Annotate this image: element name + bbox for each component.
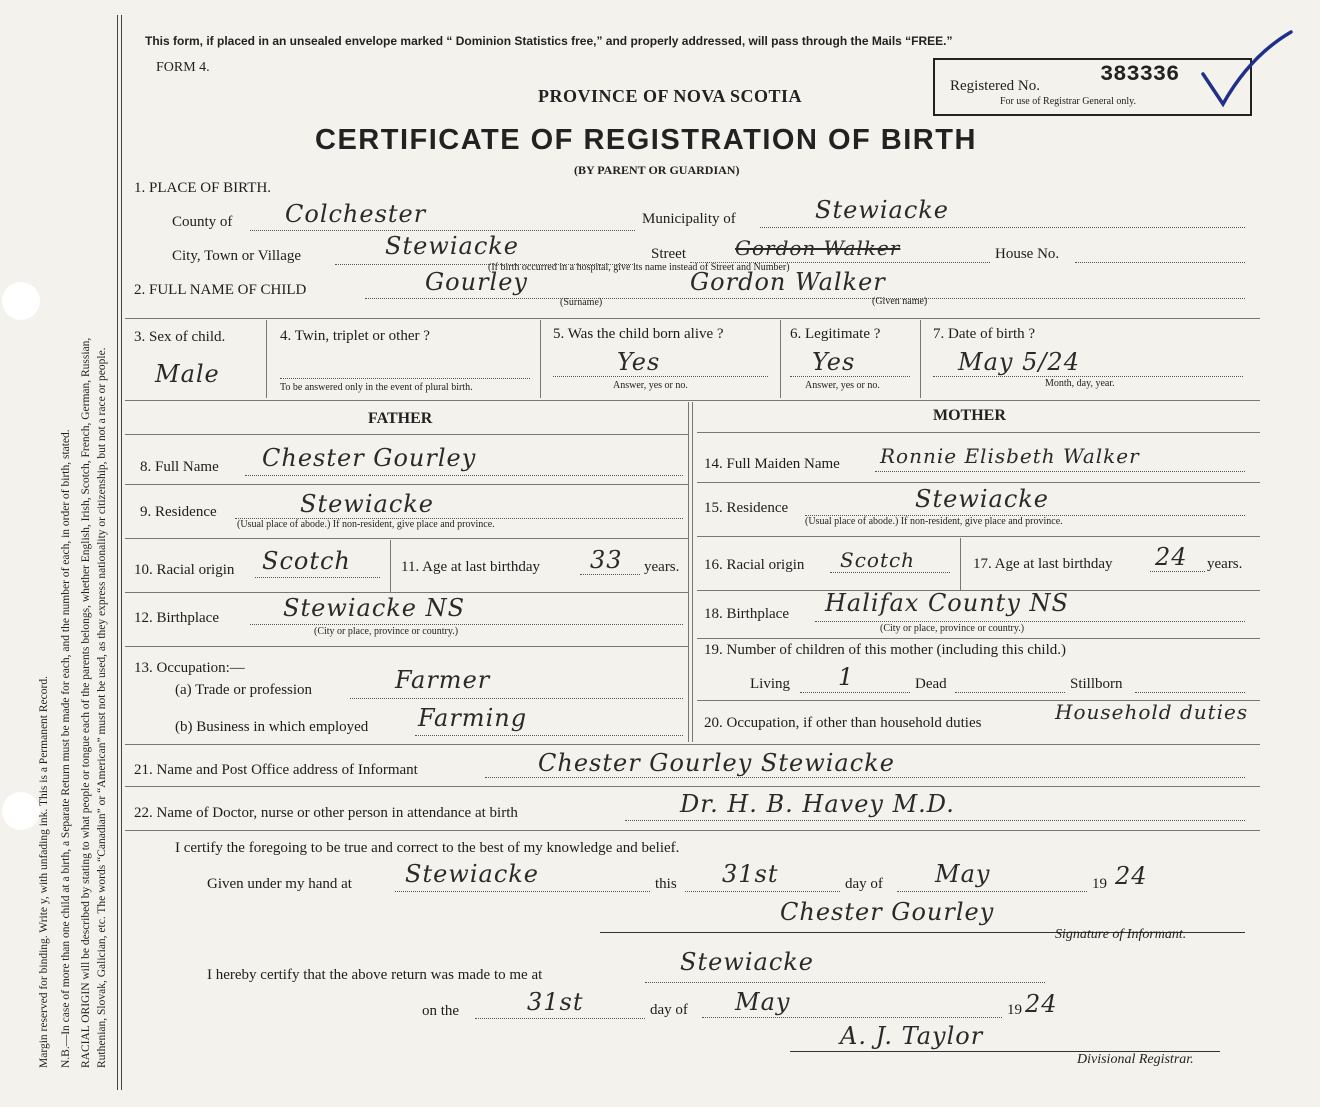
divider	[125, 646, 688, 647]
divider	[390, 540, 391, 592]
mother-occupation-label: 20. Occupation, if other than household duties	[704, 715, 982, 731]
divider	[125, 592, 688, 593]
city-value: Stewiacke	[385, 232, 520, 260]
margin-note-racial-origin: RACIAL ORIGIN will be described by stating to what people or tongue each of the parents belongs, whether English, Irish, Scotch, French, German, Russian,	[80, 337, 92, 1068]
dob-label: 7. Date of birth ?	[933, 326, 1036, 342]
living-line	[800, 692, 910, 693]
given-this-label: this	[655, 876, 677, 892]
divider	[960, 538, 961, 590]
father-race-line	[255, 577, 380, 578]
mother-birthplace-value: Halifax County NS	[825, 589, 1069, 617]
divider	[125, 538, 688, 539]
margin-note-binding: Margin reserved for binding. Write y, with unfading ink. This is a Permanent Record.	[38, 676, 50, 1068]
trade-label: (a) Trade or profession	[175, 682, 313, 698]
mother-race-value: Scotch	[840, 548, 916, 572]
punch-hole-bottom	[2, 792, 40, 830]
given-day-line	[685, 891, 840, 892]
business-label: (b) Business in which employed	[175, 719, 369, 735]
parents-divider	[688, 402, 689, 742]
registrar-day-value: 31st	[527, 988, 584, 1016]
father-race-label: 10. Racial origin	[134, 562, 235, 578]
certificate-title: CERTIFICATE OF REGISTRATION OF BIRTH	[315, 124, 977, 156]
registrar-certify-text: I hereby certify that the above return was made to me at	[207, 967, 543, 983]
margin-rule	[117, 15, 118, 1090]
dead-label: Dead	[915, 676, 947, 692]
province-heading: PROVINCE OF NOVA SCOTIA	[538, 86, 803, 106]
mother-birthplace-label: 18. Birthplace	[704, 606, 789, 622]
mother-occupation-value: Household duties	[1055, 700, 1249, 724]
father-age-label: 11. Age at last birthday	[401, 559, 540, 575]
father-name-line	[245, 475, 683, 476]
margin-rule-inner	[121, 15, 122, 1090]
mother-years-label: years.	[1207, 556, 1243, 572]
legitimate-value: Yes	[812, 348, 856, 376]
father-birthplace-label: 12. Birthplace	[134, 610, 219, 626]
punch-hole-top	[2, 282, 40, 320]
divider	[920, 320, 921, 398]
twin-label: 4. Twin, triplet or other ?	[280, 328, 430, 344]
divider	[125, 744, 1260, 745]
given-year-prefix: 19	[1092, 876, 1107, 892]
divider	[697, 432, 1260, 433]
hospital-note: (If birth occurred in a hospital, give its name instead of Street and Number)	[488, 262, 790, 273]
informant-label: 21. Name and Post Office address of Informant	[134, 762, 418, 778]
mother-age-value: 24	[1155, 543, 1188, 571]
mother-age-line	[1150, 571, 1205, 572]
divider	[125, 434, 688, 435]
mother-race-line	[830, 572, 950, 573]
father-years-label: years.	[644, 559, 680, 575]
trade-value: Farmer	[395, 666, 491, 694]
father-name-value: Chester Gourley	[262, 444, 477, 472]
dob-note: Month, day, year.	[1045, 378, 1115, 389]
registrar-place-line	[645, 982, 1045, 983]
divider	[540, 320, 541, 398]
given-place-line	[395, 891, 650, 892]
given-dayof-label: day of	[845, 876, 883, 892]
divider	[697, 482, 1260, 483]
house-number-label: House No.	[995, 246, 1060, 262]
children-count-label: 19. Number of children of this mother (including this child.)	[704, 642, 1067, 658]
informant-signature-label: Signature of Informant.	[1055, 927, 1187, 942]
mother-name-line	[875, 471, 1245, 472]
divider	[125, 830, 1260, 831]
given-day-value: 31st	[722, 860, 779, 888]
alive-note: Answer, yes or no.	[613, 380, 688, 391]
legitimate-label: 6. Legitimate ?	[790, 326, 881, 342]
trade-line	[350, 698, 683, 699]
alive-label: 5. Was the child born alive ?	[553, 326, 724, 342]
county-label: County of	[172, 214, 233, 230]
child-surname: Gourley	[425, 268, 528, 296]
given-month-value: May	[935, 860, 991, 888]
doctor-value: Dr. H. B. Havey M.D.	[680, 790, 955, 818]
city-label: City, Town or Village	[172, 248, 302, 264]
informant-signature: Chester Gourley	[780, 898, 995, 926]
twin-note: To be answered only in the event of plural birth.	[280, 382, 473, 393]
given-place-value: Stewiacke	[405, 860, 540, 888]
house-number-line	[1075, 262, 1245, 263]
mother-residence-label: 15. Residence	[704, 500, 789, 516]
divider	[125, 484, 688, 485]
father-birthplace-note: (City or place, province or country.)	[314, 626, 459, 637]
sex-value: Male	[155, 360, 220, 388]
father-residence-note: (Usual place of abode.) If non-resident, give place and province.	[237, 519, 495, 530]
child-name-label: 2. FULL NAME OF CHILD	[134, 282, 307, 298]
postal-notice: This form, if placed in an unsealed envelope marked “ Dominion Statistics free,” and properly addressed, will pass through the Mails “FREE.”	[145, 34, 953, 48]
doctor-label: 22. Name of Doctor, nurse or other person in attendance at birth	[134, 805, 518, 821]
sex-label: 3. Sex of child.	[134, 329, 226, 345]
street-label: Street	[651, 246, 686, 262]
registrar-signature: A. J. Taylor	[840, 1022, 984, 1050]
certification-text: I certify the foregoing to be true and correct to the best of my knowledge and belief.	[175, 840, 680, 856]
child-given-name: Gordon Walker	[690, 268, 886, 296]
given-month-line	[897, 891, 1087, 892]
dob-line	[933, 376, 1243, 377]
registrar-dayof-label: day of	[650, 1002, 688, 1018]
legitimate-line	[790, 376, 910, 377]
stillborn-label: Stillborn	[1070, 676, 1123, 692]
divider	[266, 320, 267, 398]
father-residence-label: 9. Residence	[140, 504, 217, 520]
business-value: Farming	[418, 704, 528, 732]
mother-name-value: Ronnie Elisbeth Walker	[880, 444, 1140, 468]
twin-line	[280, 378, 530, 379]
informant-value: Chester Gourley Stewiacke	[538, 749, 895, 777]
father-residence-value: Stewiacke	[300, 490, 435, 518]
county-line	[250, 230, 635, 231]
mother-birthplace-note: (City or place, province or country.)	[880, 623, 1025, 634]
place-of-birth-heading: 1. PLACE OF BIRTH.	[134, 180, 272, 196]
father-name-label: 8. Full Name	[140, 459, 219, 475]
municipality-line	[760, 227, 1245, 228]
registrar-on-label: on the	[422, 1003, 460, 1019]
living-value: 1	[838, 663, 855, 691]
father-heading: FATHER	[368, 410, 433, 427]
registrar-month-value: May	[735, 988, 791, 1016]
mother-name-label: 14. Full Maiden Name	[704, 456, 840, 472]
mother-age-label: 17. Age at last birthday	[973, 556, 1113, 572]
check-mark-icon	[1195, 26, 1295, 116]
registrar-place-value: Stewiacke	[680, 948, 815, 976]
county-value: Colchester	[285, 200, 427, 228]
form-number: FORM 4.	[156, 60, 210, 75]
registrar-year-prefix: 19	[1007, 1002, 1022, 1018]
divider	[125, 318, 1260, 319]
divider	[697, 536, 1260, 537]
registered-label: Registered No.	[950, 78, 1040, 94]
street-value: Gordon Walker	[735, 236, 901, 260]
margin-note-multiple-births: N.B.—In case of more than one child at a birth, a Separate Return must be made for each, and the number of each, in order of birth, stated.	[60, 429, 72, 1068]
doctor-line	[625, 820, 1245, 821]
registered-number: 383336	[1100, 62, 1180, 87]
mother-race-label: 16. Racial origin	[704, 557, 805, 573]
dob-value: May 5/24	[958, 348, 1080, 376]
father-age-line	[580, 574, 640, 575]
divider	[780, 320, 781, 398]
father-age-value: 33	[590, 546, 623, 574]
registrar-day-line	[475, 1018, 645, 1019]
mother-heading: MOTHER	[933, 407, 1006, 424]
municipality-value: Stewiacke	[815, 196, 950, 224]
given-name-note: (Given name)	[872, 296, 928, 307]
divider	[125, 786, 1260, 787]
given-under-label: Given under my hand at	[207, 876, 352, 892]
child-name-line	[365, 298, 1245, 299]
certificate-subtitle: (BY PARENT OR GUARDIAN)	[574, 163, 740, 177]
father-race-value: Scotch	[262, 547, 351, 575]
divider	[697, 638, 1260, 639]
registrar-year-suffix: 24	[1025, 990, 1058, 1018]
business-line	[415, 735, 683, 736]
alive-value: Yes	[617, 348, 661, 376]
given-year-suffix: 24	[1115, 862, 1148, 890]
mother-residence-note: (Usual place of abode.) If non-resident, give place and province.	[805, 516, 1063, 527]
informant-line	[485, 777, 1245, 778]
municipality-label: Municipality of	[642, 211, 736, 227]
alive-line	[553, 376, 768, 377]
father-birthplace-value: Stewiacke NS	[283, 594, 466, 622]
registrar-label: Divisional Registrar.	[1077, 1052, 1194, 1067]
mother-birthplace-line	[815, 621, 1245, 622]
legitimate-note: Answer, yes or no.	[805, 380, 880, 391]
mother-residence-value: Stewiacke	[915, 485, 1050, 513]
occupation-label: 13. Occupation:—	[134, 660, 245, 676]
divider	[125, 400, 1260, 401]
dead-line	[955, 692, 1065, 693]
registrar-month-line	[702, 1017, 1002, 1018]
parents-divider-2	[692, 402, 693, 742]
father-birthplace-line	[250, 624, 683, 625]
registered-note: For use of Registrar General only.	[1000, 96, 1136, 107]
surname-note: (Surname)	[560, 297, 603, 308]
living-label: Living	[750, 676, 790, 692]
margin-note-racial-origin-2: Ruthenian, Slovak, Galician, etc. The words “Canadian” or “American” must not be used, as they express nationality or citizenship, but not a race or people.	[96, 347, 108, 1068]
stillborn-line	[1135, 692, 1245, 693]
